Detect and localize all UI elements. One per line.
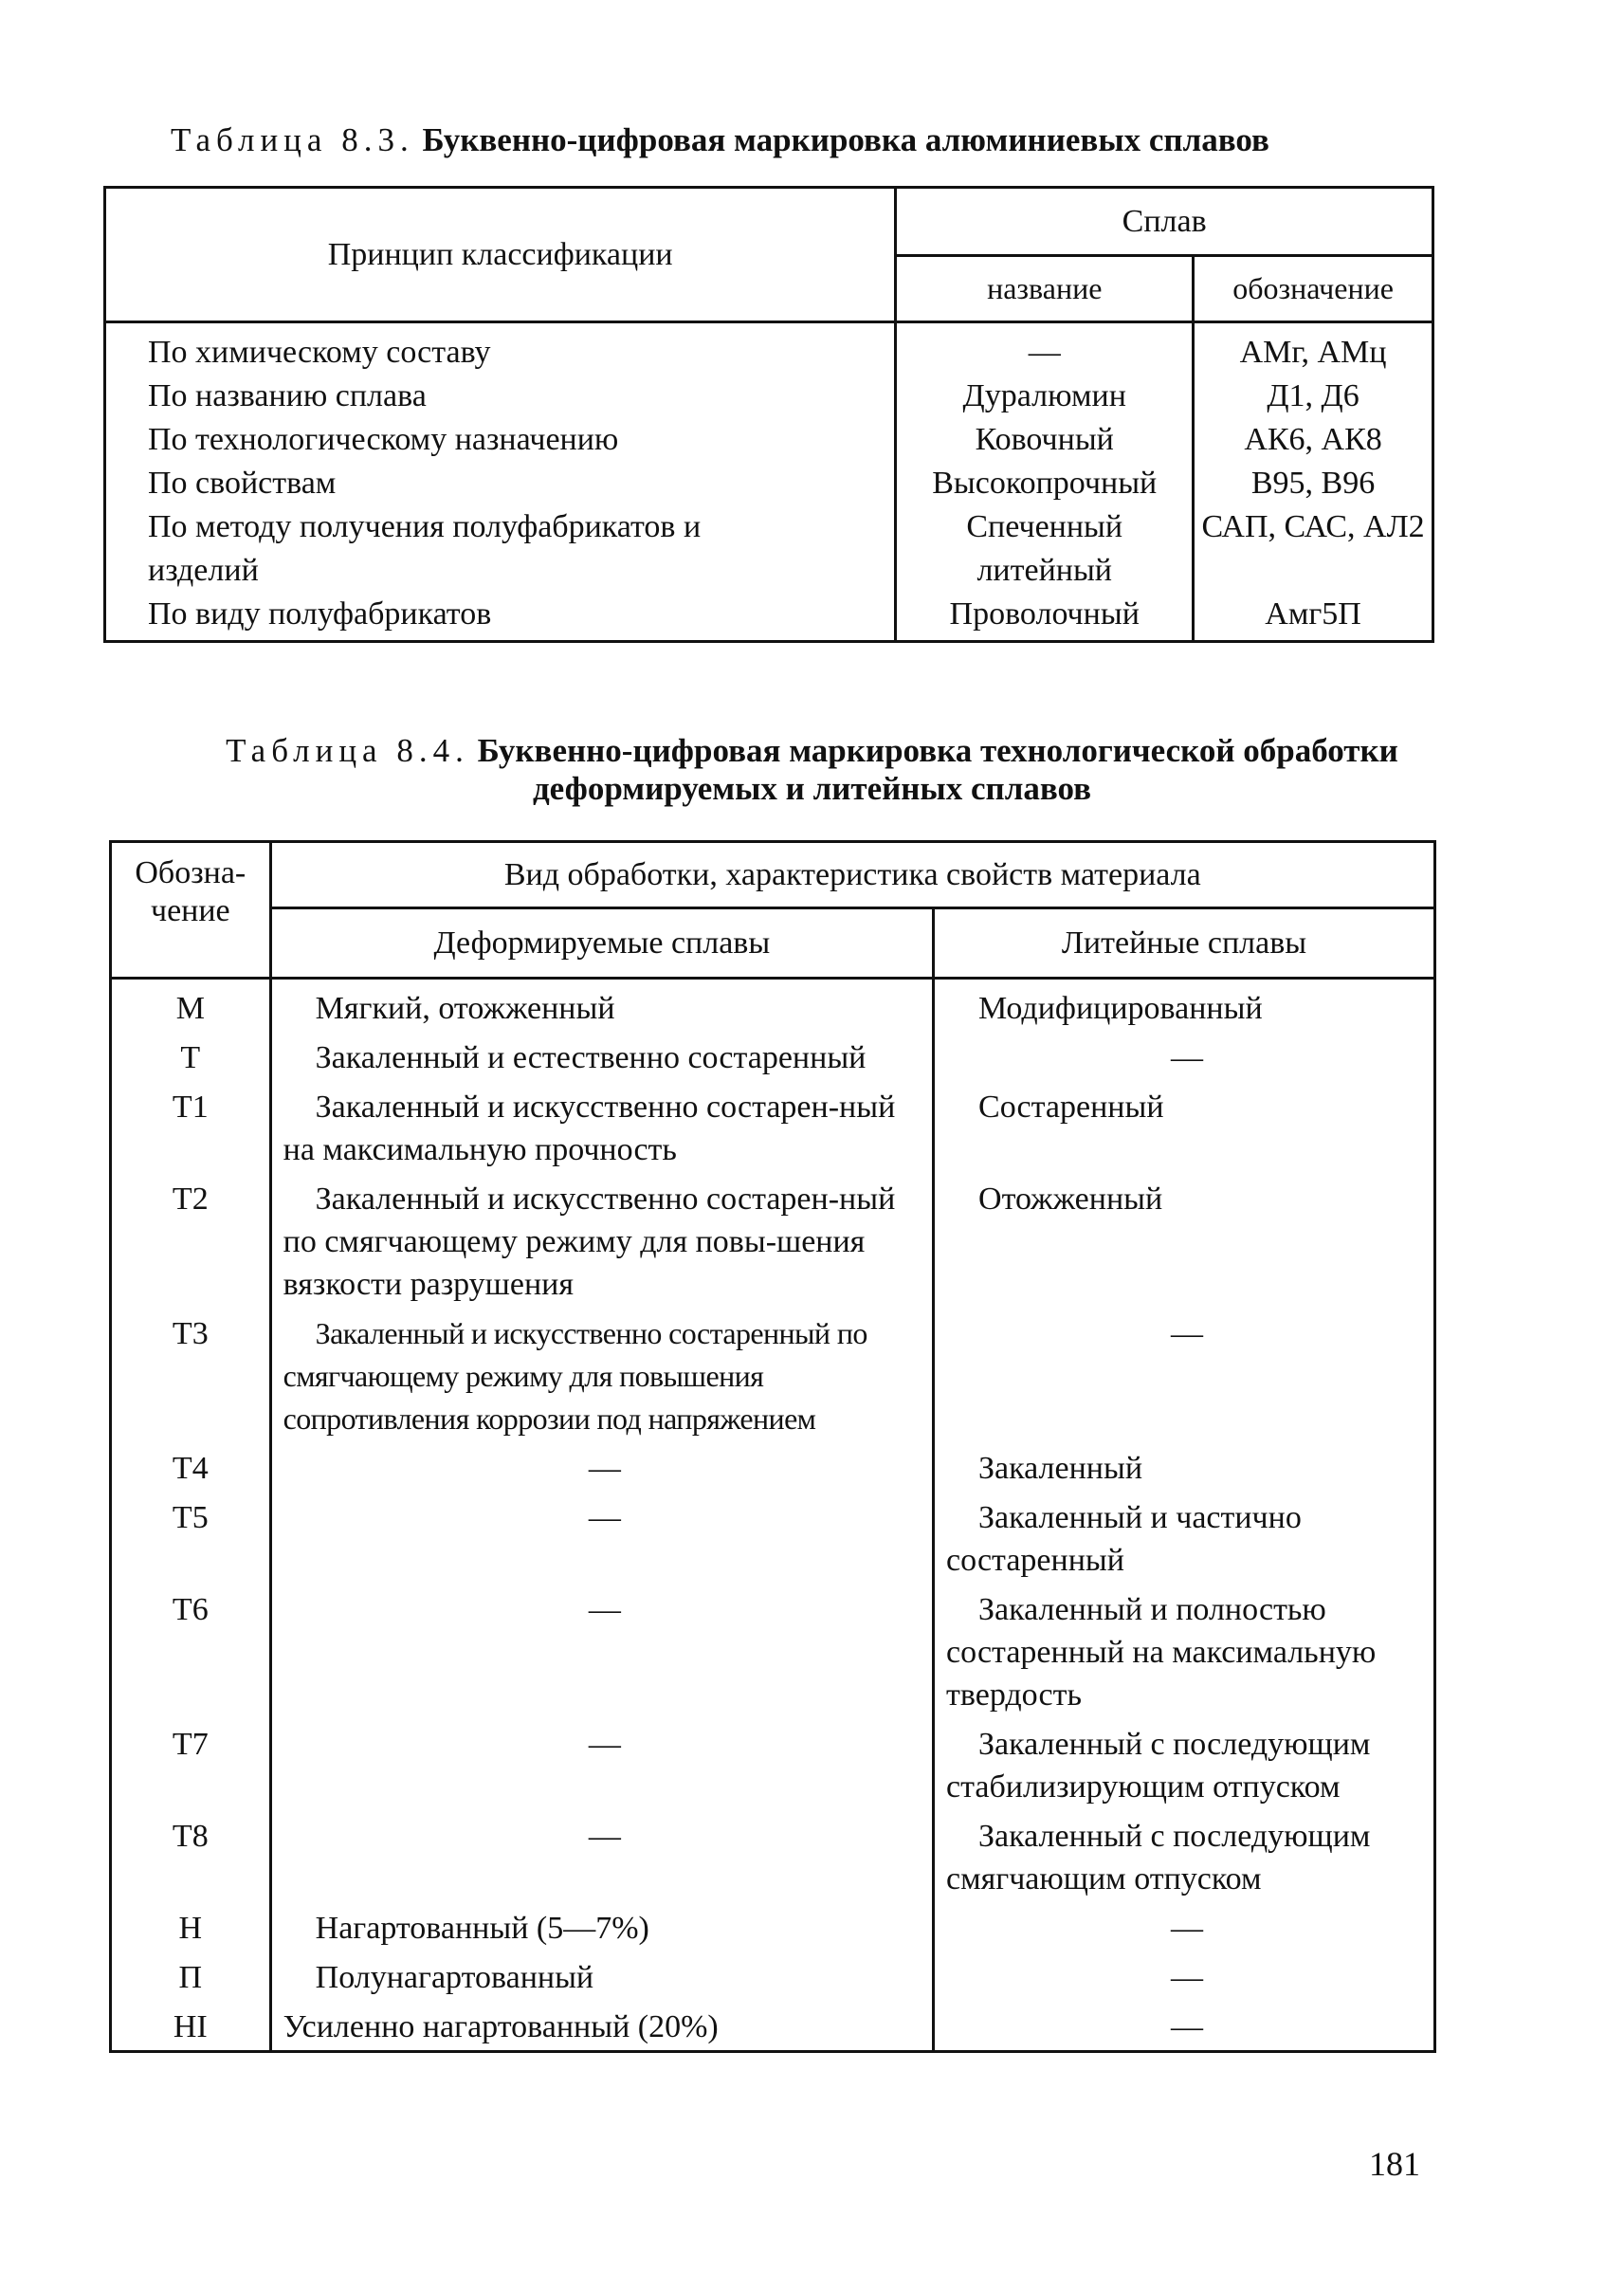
cell-designation <box>1194 462 1433 505</box>
header-cast: Литейные сплавы <box>934 908 1435 979</box>
cell-designation-text: В95, В96 <box>1250 466 1376 501</box>
cell-name-text: Дуралюмин <box>962 378 1126 413</box>
cell-cast <box>934 1036 1435 1086</box>
cell-code: Т <box>111 1036 271 1086</box>
cell-principle <box>105 462 896 505</box>
table-8-4-title-line2: деформируемых и литейных сплавов <box>532 770 1092 807</box>
table-8-4-label: Таблица 8.4. <box>226 732 469 769</box>
cell-wrought-text: — <box>588 1592 621 1627</box>
cell-designation <box>1194 505 1433 593</box>
cell-principle <box>105 593 896 642</box>
cell-designation-text: Амг5П <box>1265 596 1361 632</box>
cell-name <box>896 375 1194 418</box>
cell-cast-text: Модифицированный <box>978 991 1263 1026</box>
cell-cast-text: Закаленный <box>978 1451 1143 1486</box>
cell-wrought <box>270 1036 933 1086</box>
cell-wrought-text: Мягкий, отожженный <box>315 991 615 1026</box>
cell-principle <box>105 505 896 593</box>
cell-designation <box>1194 593 1433 642</box>
header-alloy: Сплав <box>896 188 1433 256</box>
cell-wrought <box>270 979 933 1037</box>
header-name: название <box>896 256 1194 322</box>
cell-designation <box>1194 418 1433 462</box>
cell-principle <box>105 375 896 418</box>
cell-name-text: Высокопрочный <box>932 466 1158 501</box>
cell-principle-text: По виду полуфабрикатов <box>148 596 492 632</box>
table-row <box>111 979 1435 1037</box>
table-row <box>111 1178 1435 1312</box>
cell-name <box>896 322 1194 376</box>
cell-cast-text: Закаленный и частично состаренный <box>946 1500 1302 1578</box>
table-row <box>105 593 1433 642</box>
cell-code: Н <box>111 1907 271 1956</box>
cell-code: М <box>111 979 271 1037</box>
cell-cast-text: Отожженный <box>978 1182 1163 1217</box>
table-8-3-label: Таблица 8.3. <box>171 121 414 158</box>
cell-cast <box>934 1086 1435 1178</box>
cell-cast <box>934 2006 1435 2052</box>
cell-name <box>896 418 1194 462</box>
cell-cast <box>934 1723 1435 1815</box>
cell-cast-text: — <box>1171 1960 1203 1995</box>
table-row <box>111 1036 1435 1086</box>
table-row <box>105 462 1433 505</box>
cell-cast-text: — <box>1171 1911 1203 1946</box>
cell-cast <box>934 1956 1435 2006</box>
cell-principle-text: По технологическому назначению <box>148 422 619 457</box>
table-row <box>111 1312 1435 1447</box>
cell-wrought-text: Полунагартованный <box>315 1960 594 1995</box>
cell-designation-text: АМг, АМц <box>1239 335 1387 370</box>
cell-wrought <box>270 1956 933 2006</box>
page-number: 181 <box>1369 2145 1420 2183</box>
cell-wrought <box>270 1723 933 1815</box>
cell-designation-text: АК6, АК8 <box>1244 422 1382 457</box>
table-8-3-caption <box>0 121 1624 159</box>
table-8-4 <box>109 840 1436 2053</box>
cell-wrought-text: Закаленный и искусственно состарен-ный по смягчающему режиму для повы-шения вязкости разрушения <box>283 1182 896 1302</box>
table-row <box>111 1588 1435 1723</box>
cell-principle <box>105 322 896 376</box>
table-row <box>111 1447 1435 1496</box>
cell-cast-text: — <box>1171 1040 1203 1075</box>
cell-principle-text: По свойствам <box>148 466 337 501</box>
cell-code: Т4 <box>111 1447 271 1496</box>
cell-code: Т6 <box>111 1588 271 1723</box>
cell-code: Т8 <box>111 1815 271 1907</box>
table-row <box>111 1956 1435 2006</box>
cell-wrought-text: — <box>588 1819 621 1854</box>
cell-wrought <box>270 1496 933 1588</box>
cell-principle <box>105 418 896 462</box>
cell-cast-text: — <box>1171 2009 1203 2044</box>
table-row <box>105 418 1433 462</box>
cell-cast <box>934 1447 1435 1496</box>
cell-wrought <box>270 1815 933 1907</box>
cell-wrought-text: Усиленно нагартованный (20%) <box>283 2009 719 2044</box>
cell-code: Т3 <box>111 1312 271 1447</box>
cell-name-text: Спеченный литейный <box>966 509 1123 588</box>
cell-cast-text: Закаленный и полностью состаренный на максимальную твердость <box>946 1592 1377 1713</box>
cell-cast-text: — <box>1171 1316 1203 1351</box>
cell-cast <box>934 1907 1435 1956</box>
cell-cast <box>934 1496 1435 1588</box>
table-row <box>105 375 1433 418</box>
cell-designation-text: САП, САС, АЛ2 <box>1201 509 1425 544</box>
cell-principle-text: По названию сплава <box>148 378 427 413</box>
cell-cast <box>934 1178 1435 1312</box>
cell-name <box>896 505 1194 593</box>
cell-designation <box>1194 375 1433 418</box>
cell-principle-text: По химическому составу <box>148 335 491 370</box>
table-row <box>111 1815 1435 1907</box>
cell-wrought <box>270 1588 933 1723</box>
header-wrought: Деформируемые сплавы <box>270 908 933 979</box>
cell-code: НI <box>111 2006 271 2052</box>
cell-wrought-text: Закаленный и искусственно состарен-ный на максимальную прочность <box>283 1090 896 1167</box>
header-processing: Вид обработки, характеристика свойств материала <box>270 842 1434 908</box>
cell-cast-text: Закаленный с последующим стабилизирующим отпуском <box>946 1727 1371 1805</box>
table-row <box>111 1907 1435 1956</box>
cell-wrought <box>270 1312 933 1447</box>
cell-cast <box>934 979 1435 1037</box>
cell-wrought <box>270 1907 933 1956</box>
cell-wrought-text: Закаленный и искусственно состаренный по смягчающему режиму для повышения сопротивления коррозии под напряжением <box>283 1316 867 1436</box>
cell-cast <box>934 1312 1435 1447</box>
cell-code: П <box>111 1956 271 2006</box>
table-8-3 <box>103 186 1434 643</box>
header-designation: обозначение <box>1194 256 1433 322</box>
table-row <box>111 1086 1435 1178</box>
table-row <box>105 322 1433 376</box>
cell-name <box>896 462 1194 505</box>
cell-name-text: — <box>1028 335 1061 370</box>
cell-cast-text: Состаренный <box>978 1090 1164 1125</box>
table-row <box>111 1723 1435 1815</box>
cell-name-text: Проволочный <box>949 596 1140 632</box>
cell-wrought-text: Нагартованный (5—7%) <box>315 1911 649 1946</box>
table-8-4-caption <box>0 732 1624 808</box>
cell-wrought <box>270 1086 933 1178</box>
cell-wrought <box>270 1178 933 1312</box>
table-row <box>111 1496 1435 1588</box>
header-code-text: Обозна-чение <box>135 855 246 928</box>
table-row <box>111 2006 1435 2052</box>
cell-designation <box>1194 322 1433 376</box>
cell-wrought-text: Закаленный и естественно состаренный <box>315 1040 867 1075</box>
cell-name-text: Ковочный <box>975 422 1114 457</box>
cell-code: Т1 <box>111 1086 271 1178</box>
header-principle: Принцип классификации <box>105 188 896 322</box>
cell-cast <box>934 1815 1435 1907</box>
header-code <box>111 842 271 979</box>
table-row <box>105 505 1433 593</box>
cell-code: Т5 <box>111 1496 271 1588</box>
cell-cast-text: Закаленный с последующим смягчающим отпуском <box>946 1819 1371 1896</box>
cell-code: Т7 <box>111 1723 271 1815</box>
cell-code: Т2 <box>111 1178 271 1312</box>
cell-wrought-text: — <box>588 1500 621 1535</box>
cell-wrought <box>270 1447 933 1496</box>
cell-designation-text: Д1, Д6 <box>1267 378 1359 413</box>
table-8-3-title: Буквенно-цифровая маркировка алюминиевых сплавов <box>422 121 1269 158</box>
cell-wrought <box>270 2006 933 2052</box>
cell-principle-text: По методу получения полуфабрикатов и изделий <box>148 509 702 588</box>
cell-wrought-text: — <box>588 1727 621 1762</box>
cell-cast <box>934 1588 1435 1723</box>
table-8-4-title-line1: Буквенно-цифровая маркировка технологической обработки <box>477 732 1398 769</box>
cell-name <box>896 593 1194 642</box>
cell-wrought-text: — <box>588 1451 621 1486</box>
